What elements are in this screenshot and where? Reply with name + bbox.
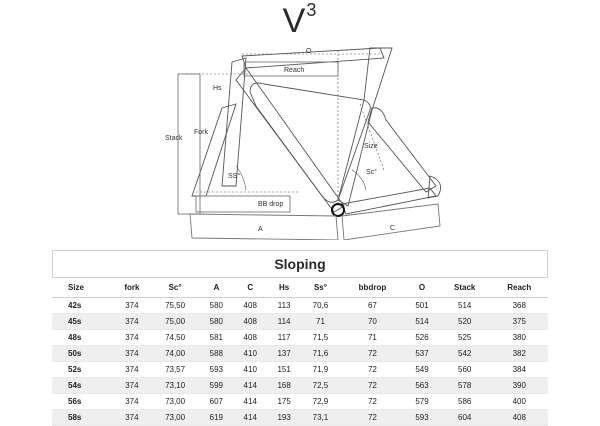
table-cell: 73,1 bbox=[301, 410, 340, 426]
table-cell: 578 bbox=[439, 378, 491, 394]
table-row bbox=[52, 410, 548, 426]
table-cell: 114 bbox=[267, 314, 301, 330]
table-cell: 374 bbox=[113, 298, 151, 314]
model-title: $V^3$ bbox=[282, 0, 318, 40]
label-fork: Fork bbox=[194, 129, 208, 136]
table-cell: 410 bbox=[233, 346, 267, 362]
head-tube bbox=[222, 58, 246, 186]
table-cell: 375 bbox=[490, 314, 548, 330]
label-reach: Reach bbox=[284, 67, 305, 74]
header-o: O bbox=[405, 278, 439, 298]
table-cell: 604 bbox=[439, 410, 491, 426]
label-sc: Sc° bbox=[366, 169, 377, 176]
seat-stays bbox=[368, 108, 436, 192]
table-cell: 380 bbox=[490, 330, 548, 346]
table-cell: 514 bbox=[405, 314, 439, 330]
header-sc: Sc° bbox=[151, 278, 200, 298]
table-caption: Sloping bbox=[52, 250, 548, 277]
header-bbdrop: bbdrop bbox=[340, 278, 405, 298]
table-cell: 72 bbox=[340, 362, 405, 378]
table-cell: 71 bbox=[301, 314, 340, 330]
table-cell: 72 bbox=[340, 378, 405, 394]
label-a: A bbox=[258, 226, 263, 233]
table-cell: 408 bbox=[233, 298, 267, 314]
table-cell: 75,00 bbox=[151, 314, 200, 330]
table-cell: 410 bbox=[233, 362, 267, 378]
table-row bbox=[52, 362, 548, 378]
header-hs: Hs bbox=[267, 278, 301, 298]
table-cell: 72,5 bbox=[301, 378, 340, 394]
main-triangle bbox=[250, 83, 370, 202]
table-cell: 74,00 bbox=[151, 346, 200, 362]
table-cell: 58s bbox=[52, 410, 113, 426]
table-cell: 607 bbox=[199, 394, 233, 410]
label-o: O bbox=[306, 48, 312, 55]
a-dimension bbox=[190, 214, 338, 240]
header-a: A bbox=[199, 278, 233, 298]
table-cell: 73,10 bbox=[151, 378, 200, 394]
table-cell: 72,9 bbox=[301, 394, 340, 410]
table-cell: 560 bbox=[439, 362, 491, 378]
table-cell: 72 bbox=[340, 394, 405, 410]
table-row bbox=[52, 298, 548, 314]
table-row bbox=[52, 314, 548, 330]
table-cell: 374 bbox=[113, 410, 151, 426]
table-cell: 73,00 bbox=[151, 394, 200, 410]
table-cell: 526 bbox=[405, 330, 439, 346]
table-cell: 72 bbox=[340, 346, 405, 362]
header-reach: Reach bbox=[490, 278, 548, 298]
table-cell: 137 bbox=[267, 346, 301, 362]
table-cell: 374 bbox=[113, 394, 151, 410]
table-cell: 73,00 bbox=[151, 410, 200, 426]
top-tube bbox=[242, 48, 384, 68]
table-cell: 408 bbox=[233, 314, 267, 330]
table-cell: 117 bbox=[267, 330, 301, 346]
table-cell: 414 bbox=[233, 410, 267, 426]
table-cell: 70,6 bbox=[301, 298, 340, 314]
label-hs: Hs bbox=[213, 85, 222, 92]
label-ss: SS° bbox=[228, 173, 241, 180]
table-cell: 42s bbox=[52, 298, 113, 314]
fork-outline bbox=[192, 104, 236, 196]
header-stack: Stack bbox=[439, 278, 491, 298]
table-cell: 71 bbox=[340, 330, 405, 346]
table-cell: 175 bbox=[267, 394, 301, 410]
table-cell: 599 bbox=[199, 378, 233, 394]
header-c: C bbox=[233, 278, 267, 298]
table-cell: 390 bbox=[490, 378, 548, 394]
table-cell: 581 bbox=[199, 330, 233, 346]
header-fork: fork bbox=[113, 278, 151, 298]
table-body bbox=[52, 298, 548, 426]
table-cell: 56s bbox=[52, 394, 113, 410]
table-cell: 374 bbox=[113, 314, 151, 330]
table-cell: 168 bbox=[267, 378, 301, 394]
table-cell: 374 bbox=[113, 378, 151, 394]
table-cell: 54s bbox=[52, 378, 113, 394]
table-cell: 501 bbox=[405, 298, 439, 314]
table-row bbox=[52, 346, 548, 362]
table-cell: 593 bbox=[199, 362, 233, 378]
table-cell: 50s bbox=[52, 346, 113, 362]
stack-box bbox=[178, 74, 200, 214]
table-cell: 374 bbox=[113, 330, 151, 346]
table-cell: 542 bbox=[439, 346, 491, 362]
table-cell: 537 bbox=[405, 346, 439, 362]
table-cell: 514 bbox=[439, 298, 491, 314]
label-bbdrop: BB drop bbox=[258, 201, 284, 208]
frame-geometry-diagram bbox=[0, 40, 600, 240]
table-cell: 588 bbox=[199, 346, 233, 362]
table-row bbox=[52, 394, 548, 410]
table-cell: 45s bbox=[52, 314, 113, 330]
label-size: Size bbox=[364, 143, 378, 150]
header-ss: Ss° bbox=[301, 278, 340, 298]
table-cell: 408 bbox=[490, 410, 548, 426]
table-cell: 113 bbox=[267, 298, 301, 314]
table-cell: 382 bbox=[490, 346, 548, 362]
table-cell: 580 bbox=[199, 314, 233, 330]
label-stack: Stack bbox=[165, 135, 183, 142]
table-cell: 70 bbox=[340, 314, 405, 330]
table-cell: 400 bbox=[490, 394, 548, 410]
table-cell: 48s bbox=[52, 330, 113, 346]
label-c: C bbox=[390, 225, 396, 232]
table-cell: 52s bbox=[52, 362, 113, 378]
c-dimension bbox=[342, 204, 440, 240]
table-cell: 74,50 bbox=[151, 330, 200, 346]
table-cell: 368 bbox=[490, 298, 548, 314]
table-cell: 525 bbox=[439, 330, 491, 346]
header-size: Size bbox=[52, 278, 113, 298]
seat-tube bbox=[338, 48, 392, 206]
table-cell: 71,9 bbox=[301, 362, 340, 378]
table-cell: 414 bbox=[233, 378, 267, 394]
table-cell: 563 bbox=[405, 378, 439, 394]
table-cell: 580 bbox=[199, 298, 233, 314]
table-cell: 67 bbox=[340, 298, 405, 314]
table-cell: 374 bbox=[113, 346, 151, 362]
table-cell: 549 bbox=[405, 362, 439, 378]
table-cell: 75,50 bbox=[151, 298, 200, 314]
table-cell: 586 bbox=[439, 394, 491, 410]
table-cell: 71,6 bbox=[301, 346, 340, 362]
table-cell: 374 bbox=[113, 362, 151, 378]
table-cell: 384 bbox=[490, 362, 548, 378]
table-cell: 72 bbox=[340, 410, 405, 426]
table-cell: 520 bbox=[439, 314, 491, 330]
table-header-row bbox=[52, 278, 548, 298]
table-cell: 71,5 bbox=[301, 330, 340, 346]
table-cell: 593 bbox=[405, 410, 439, 426]
table-cell: 414 bbox=[233, 394, 267, 410]
table-cell: 193 bbox=[267, 410, 301, 426]
table-cell: 579 bbox=[405, 394, 439, 410]
table-cell: 151 bbox=[267, 362, 301, 378]
table-cell: 408 bbox=[233, 330, 267, 346]
down-tube bbox=[236, 68, 344, 212]
table-cell: 73,57 bbox=[151, 362, 200, 378]
table-row bbox=[52, 378, 548, 394]
table-row bbox=[52, 330, 548, 346]
table-cell: 619 bbox=[199, 410, 233, 426]
